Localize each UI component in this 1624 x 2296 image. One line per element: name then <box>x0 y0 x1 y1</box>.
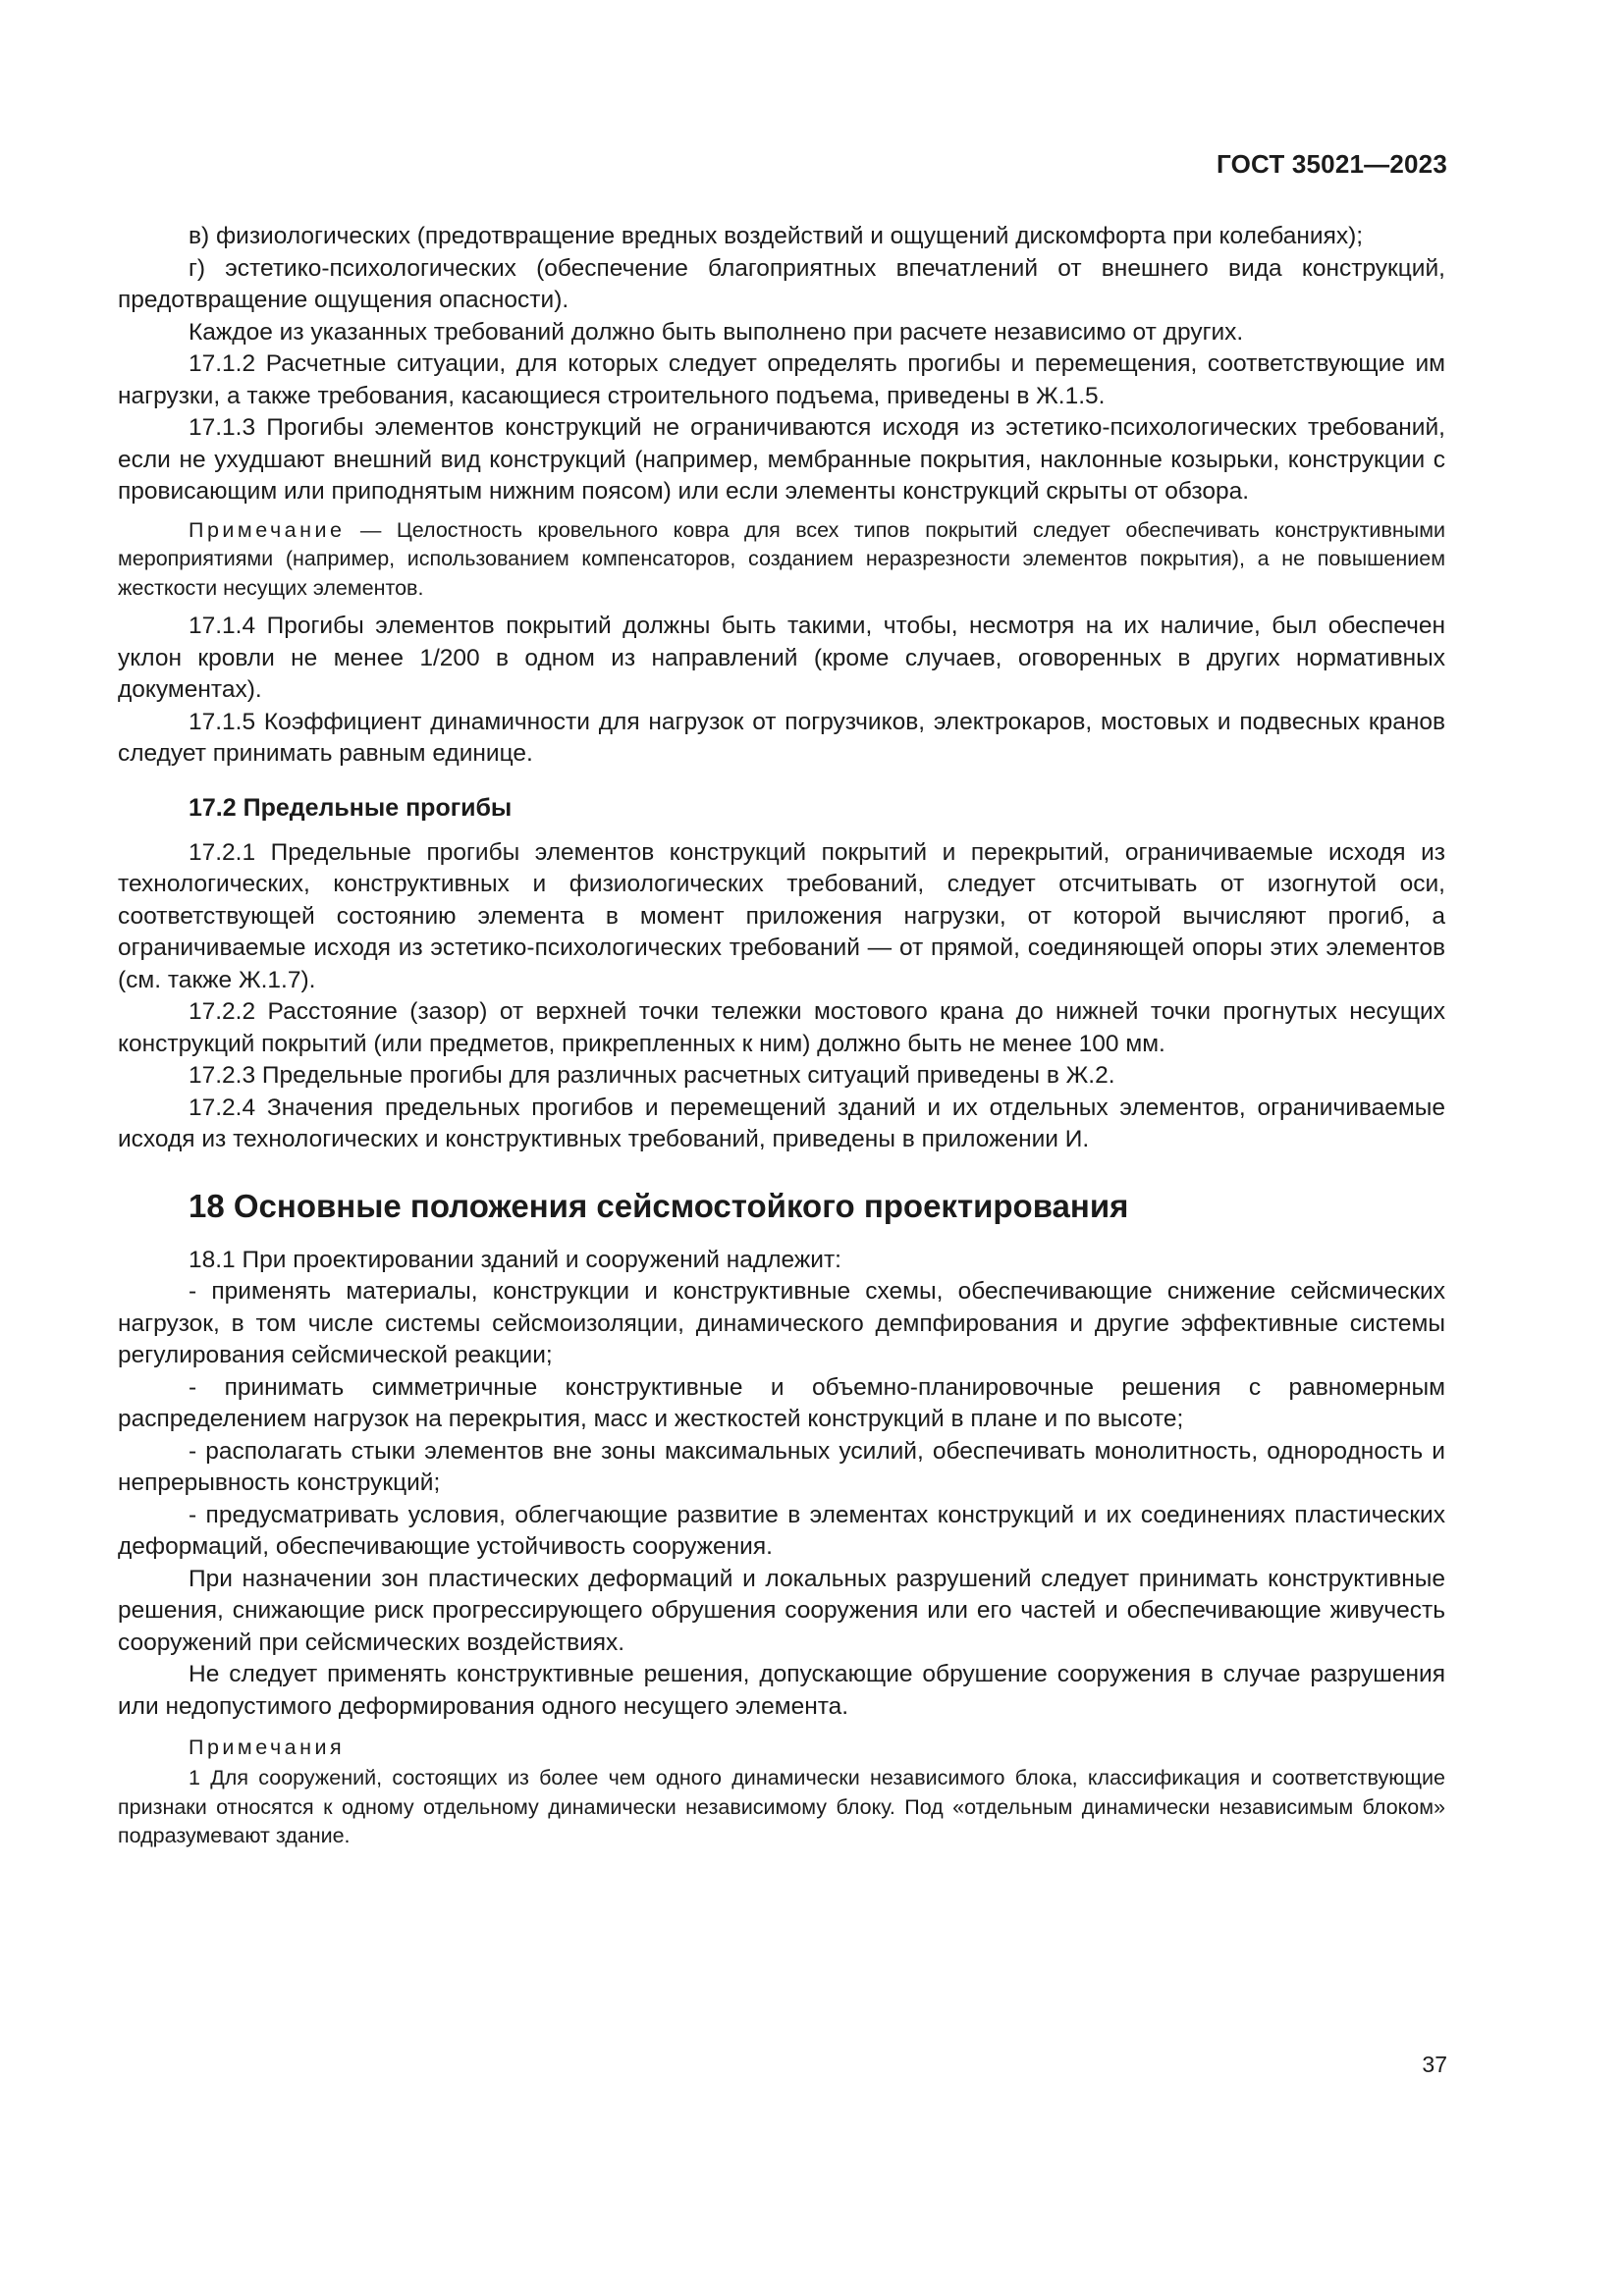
list-item-plastic: - предусматривать условия, облегчающие развитие в элементах конструкций и их соединениях пластических деформаций, обеспечивающие устойчивость сооружения. <box>118 1501 1445 1560</box>
note-roof-covering <box>118 516 1445 604</box>
paragraph-17-2-3: 17.2.3 Предельные прогибы для различных расчетных ситуаций приведены в Ж.2. <box>189 1062 1115 1089</box>
paragraph-independence: Каждое из указанных требований должно быть выполнено при расчете независимо от других. <box>189 318 1244 346</box>
paragraph-17-1-5: 17.1.5 Коэффициент динамичности для нагрузок от погрузчиков, электрокаров, мостовых и подвесных кранов следует принимать равным единице. <box>118 708 1445 767</box>
paragraph-17-2-2: 17.2.2 Расстояние (зазор) от верхней точки тележки мостового крана до нижней точки прогнутых несущих конструкций покрытий (или предметов, прикрепленных к ним) должно быть не менее 100 мм. <box>118 998 1445 1057</box>
paragraph-17-1-4: 17.1.4 Прогибы элементов покрытий должны быть такими, чтобы, несмотря на их наличие, был обеспечен уклон кровли не менее 1/200 в одном из направлений (кроме случаев, оговоренных в других нормативных документах). <box>118 613 1445 703</box>
page-number: 37 <box>1422 2052 1447 2077</box>
paragraph-plastic-zones: При назначении зон пластических деформаций и локальных разрушений следует принимать конструктивные решения, снижающие риск прогрессирующего обрушения сооружения или его частей и обеспечивающие живучесть сооружений при сейсмических воздействиях. <box>118 1565 1445 1656</box>
section-title-18: 18 Основные положения сейсмостойкого проектирования <box>189 1187 1129 1224</box>
page-content <box>118 221 1445 1851</box>
note-item-1: 1 Для сооружений, состоящих из более чем одного динамически независимого блока, классификация и соответствующие признаки относятся к одному отдельному динамически независимому блоку. Под «отдельным динамически независимым блоком» подразумевают здание. <box>118 1766 1445 1847</box>
paragraph-physiological: в) физиологических (предотвращение вредных воздействий и ощущений дискомфорта при колебаниях); <box>189 223 1364 249</box>
paragraph-17-1-3: 17.1.3 Прогибы элементов конструкций не ограничиваются исходя из эстетико-психологических требований, если не ухудшают внешний вид конструкций (например, мембранные покрытия, наклонные козырьки, конструкции с провисающим или приподнятым нижним поясом) или если элементы конструкций скрыты от обзора. <box>118 414 1445 505</box>
document-code: ГОСТ 35021—2023 <box>1217 149 1447 179</box>
paragraph-17-1-2: 17.1.2 Расчетные ситуации, для которых следует определять прогибы и перемещения, соответствующие им нагрузки, а также требования, касающиеся строительного подъема, приведены в Ж.1.5. <box>118 350 1445 409</box>
subsection-title-17-2: 17.2 Предельные прогибы <box>189 793 513 822</box>
list-item-materials: - применять материалы, конструкции и конструктивные схемы, обеспечивающие снижение сейсмических нагрузок, в том числе системы сейсмоизоляции, динамического демпфирования и другие эффективные системы регулирования сейсмической реакции; <box>118 1278 1445 1368</box>
paragraph-aesthetic: г) эстетико-психологических (обеспечение благоприятных впечатлений от внешнего вида конструкций, предотвращение ощущения опасности). <box>118 254 1445 313</box>
list-item-joints: - располагать стыки элементов вне зоны максимальных усилий, обеспечивать монолитность, однородность и непрерывность конструкций; <box>118 1437 1445 1496</box>
paragraph-17-2-1: 17.2.1 Предельные прогибы элементов конструкций покрытий и перекрытий, ограничиваемые исходя из технологических, конструктивных и физиологических требований, следует отсчитывать от изогнутой оси, соответствующей состоянию элемента в момент приложения нагрузки, от которой вычисляют прогиб, а ограничиваемые исходя из эстетико-психологических требований — от прямой, соединяющей опоры этих элементов (см. также Ж.1.7). <box>118 838 1445 993</box>
paragraph-18-1: 18.1 При проектировании зданий и сооружений надлежит: <box>189 1246 841 1273</box>
paragraph-17-2-4: 17.2.4 Значения предельных прогибов и перемещений зданий и их отдельных элементов, ограничиваемые исходя из технологических и конструктивных требований, приведены в приложении И. <box>118 1094 1445 1152</box>
paragraph-collapse: Не следует применять конструктивные решения, допускающие обрушение сооружения в случае разрушения или недопустимого деформирования одного несущего элемента. <box>118 1661 1445 1720</box>
note-body: — Целостность кровельного ковра для всех типов покрытий следует обеспечивать конструктивными мероприятиями (например, использованием компенсаторов, созданием неразрезности элементов покрытия), а не повышением жесткости несущих элементов. <box>118 517 1445 600</box>
list-item-symmetric: - принимать симметричные конструктивные и объемно-планировочные решения с равномерным распределением нагрузок на перекрытия, масс и жесткостей конструкций в плане и по высоте; <box>118 1373 1445 1432</box>
note-label: Примечание <box>189 517 346 542</box>
note-text <box>118 516 1445 604</box>
notes-heading: Примечания <box>189 1735 346 1759</box>
